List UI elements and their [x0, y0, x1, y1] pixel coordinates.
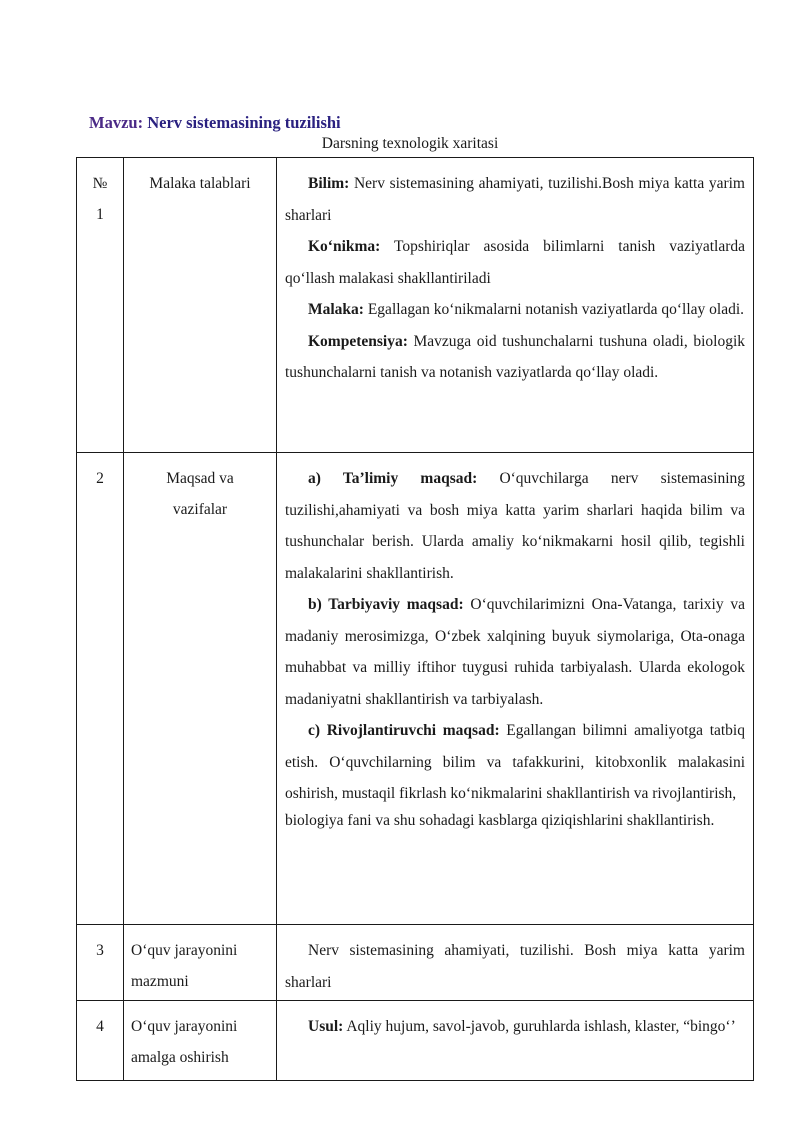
document-subtitle: Darsning texnologik xaritasi	[321, 135, 499, 152]
paragraph-text: Nerv sistemasining ahamiyati, tuzilishi.Bosh miya katta yarim sharlari	[285, 175, 745, 224]
row-name-cell	[124, 925, 277, 1001]
paragraph-label: Malaka:	[308, 301, 364, 318]
row-number-cell	[77, 453, 124, 925]
row-name-cell	[124, 158, 277, 453]
number-sign: №	[92, 175, 108, 192]
row-number-cell	[77, 925, 124, 1001]
row-name-cell	[124, 1001, 277, 1081]
row-name: Malaka talablari	[149, 175, 251, 192]
paragraph-konikma	[285, 231, 745, 294]
row-number: 4	[96, 1018, 104, 1035]
row-content-cell	[277, 158, 754, 453]
topic-value: Nerv sistemasining tuzilishi	[147, 113, 341, 132]
paragraph-usul	[285, 1011, 745, 1043]
paragraph-label: Bilim:	[308, 175, 350, 192]
row-name-cell	[124, 453, 277, 925]
paragraph-kompetensiya	[285, 326, 745, 389]
paragraph-label: b) Tarbiyaviy maqsad:	[308, 596, 464, 613]
topic-heading	[89, 113, 341, 133]
row-name-line2: vazifalar	[172, 501, 228, 518]
lesson-plan-table	[76, 157, 754, 1081]
row-name-line2: amalga oshirish	[131, 1049, 229, 1066]
paragraph-text: Aqliy hujum, savol-javob, guruhlarda ishlash, klaster, “bingo‘’	[343, 1018, 736, 1035]
paragraph-tail: biologiya fani va shu sohadagi kasblarga qiziqishlarini shakllantirish.	[285, 811, 715, 829]
paragraph-text: Egallagan ko‘nikmalarni notanish vaziyatlarda qo‘llay oladi.	[363, 301, 745, 318]
paragraph-malaka	[285, 294, 745, 326]
row-name-line1: Maqsad va	[166, 470, 234, 487]
row-number-cell	[77, 1001, 124, 1081]
row-content-cell	[277, 1001, 754, 1081]
paragraph-text: O‘quvchilarga nerv sistemasining tuzilishi,ahamiyati va bosh miya katta yarim sharlari haqida bilim va tushunchalar berish. Ularda amaliy ko‘nikmakarni hosil qilib, tegishli malakalarini shakllantirish.	[285, 470, 745, 582]
row-name-line1: O‘quv jarayonini	[131, 942, 238, 959]
table-row	[77, 1001, 754, 1081]
paragraph-label: Kompetensiya:	[308, 332, 408, 350]
row-number: 3	[96, 942, 104, 959]
paragraph-label: a) Ta’limiy maqsad:	[308, 470, 478, 487]
paragraph-mazmun: Nerv sistemasining ahamiyati, tuzilishi. Bosh miya katta yarim sharlari	[285, 942, 745, 991]
paragraph-text: O‘quvchilarimizni Ona-Vatanga, tarixiy va madaniy merosimizga, O‘zbek xalqining buyuk siymolariga, Ota-onaga muhabbat va milliy iftihor tuygusi ruhida tarbiyalash. Ularda ekologok madaniyatni shakllantirish va tarbiyalash.	[285, 596, 745, 708]
paragraph-label: Usul:	[308, 1018, 344, 1035]
row-name-line2: mazmuni	[131, 973, 189, 990]
table-row	[77, 925, 754, 1001]
table-row	[77, 453, 754, 925]
row-number: 2	[96, 470, 104, 487]
paragraph-text: Mavzuga oid tushunchalarni tushuna oladi, biologik tushunchalarni tanish va notanish vaziyatlarda qo‘llay oladi.	[285, 332, 745, 381]
paragraph-rivojlantiruvchi	[285, 715, 745, 810]
row-content-cell	[277, 453, 754, 925]
row-number: 1	[96, 206, 104, 223]
paragraph-label: c) Rivojlantiruvchi maqsad:	[308, 722, 500, 739]
table-row	[77, 158, 754, 453]
topic-label: Mavzu:	[89, 113, 144, 132]
paragraph-tarbiyaviy	[285, 589, 745, 715]
paragraph-text: Topshiriqlar asosida bilimlarni tanish vaziyatlarda qo‘llash malakasi shakllantiriladi	[285, 238, 745, 287]
row-name-line1: O‘quv jarayonini	[131, 1018, 238, 1035]
paragraph-label: Ko‘nikma:	[308, 238, 381, 255]
paragraph-talimiy	[285, 463, 745, 589]
paragraph-bilim	[285, 168, 745, 231]
paragraph-text: Egallangan bilimni amaliyotga tatbiq etish. O‘quvchilarning bilim va tafakkurini, kitobxonlik malakasini oshirish, mustaqil fikrlash ko‘nikmalarini shakllantirish va rivojlantirish,	[285, 722, 745, 802]
row-number-cell	[77, 158, 124, 453]
row-content-cell	[277, 925, 754, 1001]
